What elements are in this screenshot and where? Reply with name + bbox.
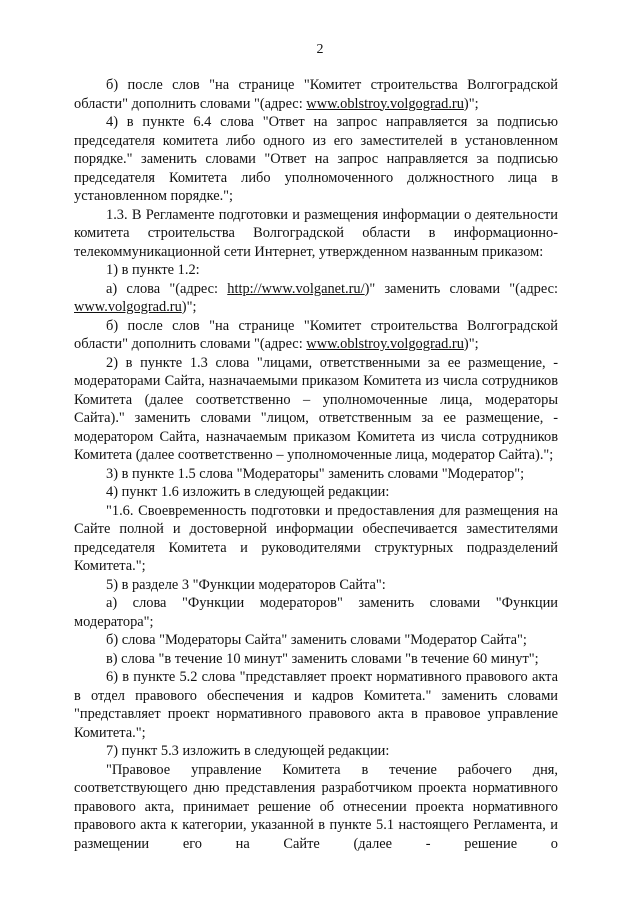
text: 3) в пункте 1.5 слова "Модераторы" заменить словами "Модератор";	[106, 465, 525, 482]
paragraph-a-functions	[74, 594, 558, 631]
text: б) слова "Модераторы Сайта" заменить словами "Модератор Сайта";	[106, 632, 527, 648]
paragraph-1-item-1-2	[74, 261, 558, 280]
link-volganet[interactable]: http://www.volganet.ru/	[227, 280, 365, 297]
link-oblstroy[interactable]: www.oblstroy.volgograd.ru	[306, 336, 464, 352]
document-body	[74, 76, 558, 853]
paragraph-4-item-6-4	[74, 113, 558, 206]
text: 4) в пункте 6.4 слова "Ответ на запрос направляется за подписью председателя комитета либо одного из его заместителей в установленном порядке." заменить словами "Ответ на запрос направляется за подписью председателя Комитета либо уполномоченного должностного лица в установленном порядке.";	[74, 114, 558, 204]
text: )";	[463, 336, 479, 352]
text: а) слова "(адрес:	[106, 280, 228, 297]
text: б) после слов "на странице "Комитет строительства Волгоградской области" дополнить словами "(адрес:	[74, 77, 558, 112]
text: б) после слов "на странице "Комитет строительства Волгоградской области" дополнить словами "(адрес:	[74, 317, 558, 352]
text: 1) в пункте 1.2:	[106, 262, 200, 278]
paragraph-1-6-text	[74, 502, 558, 576]
page-number: 2	[316, 42, 324, 57]
link-volgograd[interactable]: www.volgograd.ru	[74, 299, 182, 315]
text: )";	[463, 95, 479, 112]
paragraph-2-item-1-3	[74, 354, 558, 465]
paragraph-5-3-text	[74, 761, 558, 854]
paragraph-4-item-1-6	[74, 483, 558, 502]
paragraph-5-section-3	[74, 576, 558, 595]
paragraph-3-item-1-5	[74, 465, 558, 484]
text: 7) пункт 5.3 изложить в следующей редакции:	[106, 743, 390, 759]
text: "Правовое управление Комитета в течение рабочего дня, соответствующего дню представления разработчиком проекта нормативного правового акта, принимает решение об отнесении проекта нормативного правового акта к категории, указанной в пункте 5.1 настоящего Регламента, и размещении его на Сайте (далее - решение о	[74, 761, 558, 852]
paragraph-7-item-5-3	[74, 742, 558, 761]
text: "1.6. Своевременность подготовки и предоставления для размещения на Сайте полной и достоверной информации обеспечивается заместителями председателя Комитета и руководителями структурных подразделений Комитета.";	[74, 502, 558, 574]
text: 6) в пункте 5.2 слова "представляет проект нормативного правового акта в отдел правового обеспечения и кадров Комитета." заменить словами "представляет проект нормативного правового акта в правовое управление Комитета.";	[74, 669, 558, 741]
text: )";	[181, 299, 197, 315]
paragraph-1-b-oblstroy	[74, 76, 558, 113]
paragraph-v-minutes	[74, 650, 558, 669]
text: )" заменить словами "(адрес:	[364, 280, 558, 297]
paragraph-b-oblstroy-2	[74, 317, 558, 354]
text: 2) в пункте 1.3 слова "лицами, ответственными за ее размещение, - модераторами Сайта, назначаемыми приказом Комитета из числа сотрудников Комитета (далее соответственно – уполномоченные лица, модераторы Сайта)." заменить словами "лицом, ответственным за ее размещение, - модератором Сайта, назначаемым приказом Комитета из числа сотрудников Комитета (далее соответственно – уполномоченные лица, модератор Сайта).";	[74, 354, 558, 463]
text: в) слова "в течение 10 минут" заменить словами "в течение 60 минут";	[106, 650, 539, 667]
text: а) слова "Функции модераторов" заменить словами "Функции модератора";	[74, 595, 558, 630]
paragraph-6-item-5-2	[74, 668, 558, 742]
text: 1.3. В Регламенте подготовки и размещения информации о деятельности комитета строительства Волгоградской области в информационно-телекоммуникационной сети Интернет, утвержденном названным приказом:	[74, 206, 558, 260]
text: 5) в разделе 3 "Функции модераторов Сайта":	[106, 576, 386, 593]
paragraph-b-moderators	[74, 631, 558, 650]
paragraph-a-volganet	[74, 280, 558, 317]
link-oblstroy[interactable]: www.oblstroy.volgograd.ru	[306, 95, 464, 112]
paragraph-1-3-reglament	[74, 206, 558, 262]
text: 4) пункт 1.6 изложить в следующей редакции:	[106, 484, 390, 500]
